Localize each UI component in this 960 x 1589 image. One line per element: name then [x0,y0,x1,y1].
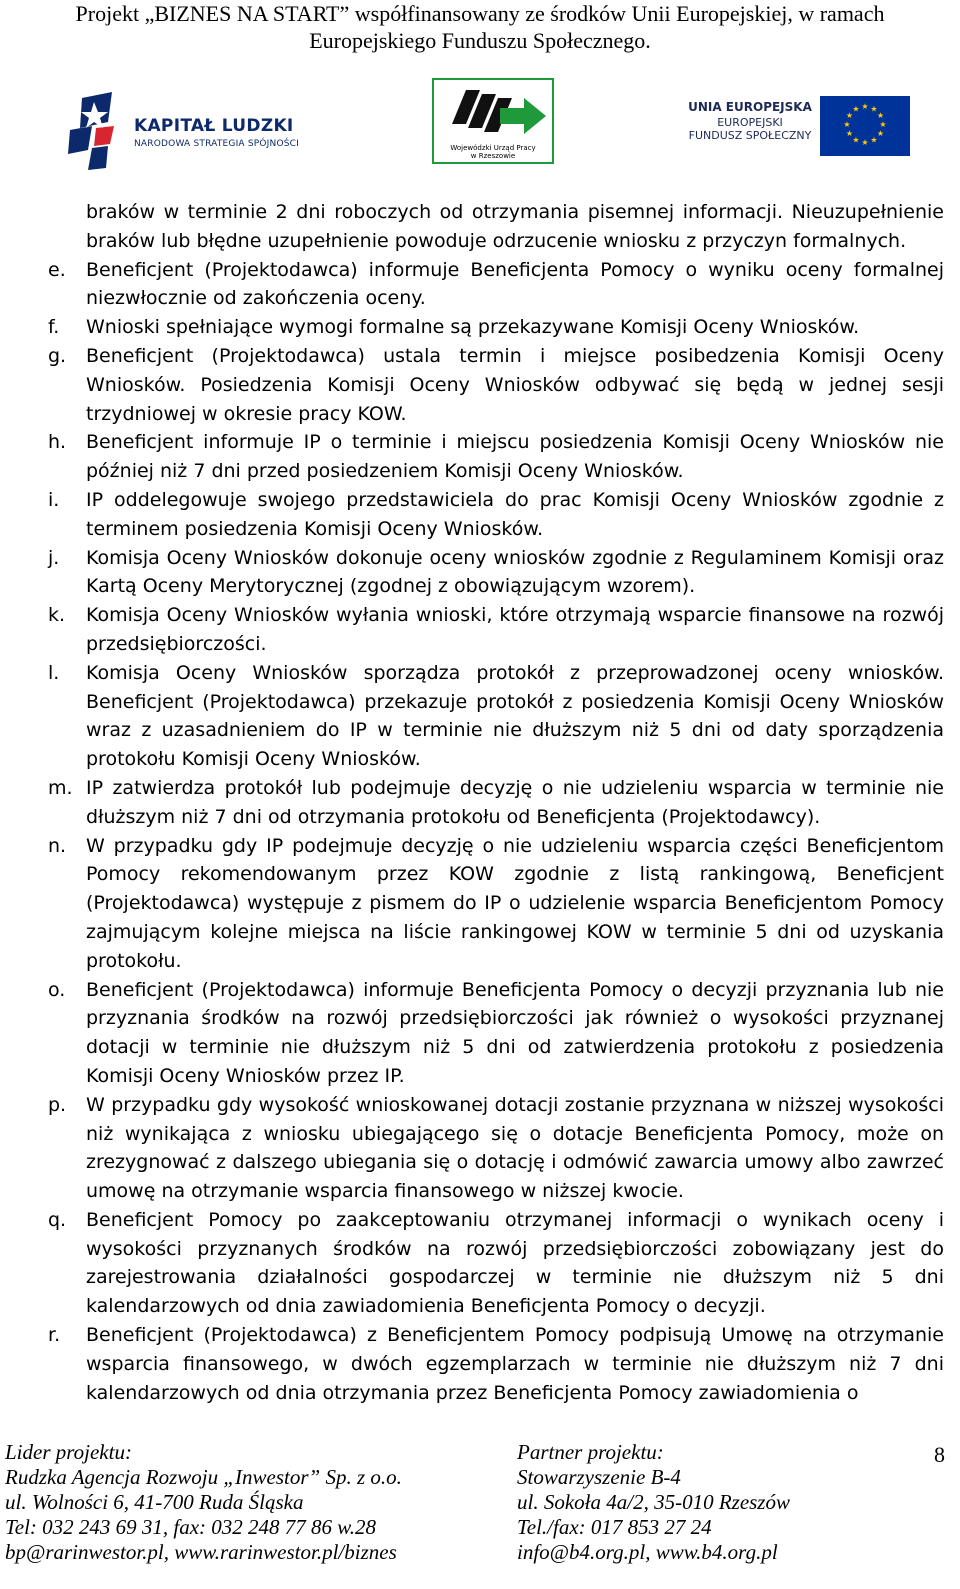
header-line-2: Europejskiego Funduszu Społecznego. [309,28,651,53]
svg-text:★: ★ [876,129,885,138]
list-item [48,774,944,832]
continued-paragraph: braków w terminie 2 dni roboczych od otrzymania pisemnej informacji. Nieuzupełnienie braków lub błędne uzupełnienie powoduje odrzucenie wniosku z przyczyn formalnych. [86,201,944,252]
procedure-list [48,256,944,1408]
list-item-text: Beneficjent Pomocy po zaakceptowaniu otrzymanej informacji o wynikach oceny i wysokości przyznanych środków na rozwój przedsiębiorczości zobowiązany jest do zarejestrowania działalności gospodarczej w terminie nie dłuższym niż 5 dni kalendarzowych od dnia zawiadomienia Beneficjenta Pomocy o decyzji. [86,1208,944,1318]
footer-project-partner [517,1440,790,1565]
svg-text:★: ★ [861,138,869,147]
list-item [48,256,944,314]
list-item [48,428,944,486]
kapital-ludzki-logo [68,92,308,170]
list-item-text: Beneficjent informuje IP o terminie i miejscu posiedzenia Komisji Oceny Wniosków nie później niż 7 dni przed posiedzeniem Komisji Oceny Wniosków. [86,431,944,483]
svg-text:★: ★ [843,120,851,129]
eu-logo-line-2: EUROPEJSKI [717,116,783,129]
svg-text:★: ★ [870,104,878,114]
footer-leader-name: Rudzka Agencja Rozwoju „Inwestor” Sp. z o.o. [5,1465,402,1489]
page-footer [5,1440,955,1589]
list-item-text: Wnioski spełniające wymogi formalne są przekazywane Komisji Oceny Wniosków. [86,316,860,339]
list-item-marker: r. [48,1324,61,1347]
list-item-text: W przypadku gdy IP podejmuje decyzję o nie udzieleniu wsparcia części Beneficjentom Pomocy rekomendowanym przez KOW zgodnie z listą rankingową, Beneficjent (Projektodawca) występuje z pismem do IP o udzielenie wsparcia Beneficjentom Pomocy zajmującym kolejne miejsca na liście rankingowej KOW w terminie 5 dni od uzyskania protokołu. [86,834,944,972]
list-item-text: Komisja Oceny Wniosków dokonuje oceny wniosków zgodnie z Regulaminem Komisji oraz Kartą Oceny Merytorycznej (zgodnej z obowiązującym wzorem). [86,546,944,598]
list-item-text: Beneficjent (Projektodawca) z Beneficjentem Pomocy podpisują Umowę na otrzymanie wsparcia finansowego, w dwóch egzemplarzach w terminie nie dłuższym niż 7 dni kalendarzowych od dnia otrzymania przez Beneficjenta Pomocy zawiadomienia o [86,1324,944,1404]
document-body [48,198,944,1407]
list-item [48,1321,944,1407]
list-item-text: IP oddelegowuje swojego przedstawiciela do prac Komisji Oceny Wniosków zgodnie z terminem posiedzenia Komisji Oceny Wniosków. [86,488,944,540]
svg-text:★: ★ [852,135,860,145]
list-item-text: Komisja Oceny Wniosków sporządza protokół z przeprowadzonej oceny wniosków. Beneficjent (Projektodawca) przekazuje protokół z posiedzenia Komisji Oceny Wniosków wraz z uzasadnieniem do IP w terminie nie dłuższym niż 5 dni od daty sporządzenia protokołu Komisji Oceny Wniosków. [86,661,944,771]
page-header [0,0,960,54]
list-item [48,313,944,342]
list-item-marker: o. [48,978,66,1001]
eu-logo [686,96,916,162]
list-item-text: Beneficjent (Projektodawca) informuje Beneficjenta Pomocy o wyniku oceny formalnej niezwłocznie od zakończenia oceny. [86,258,944,310]
svg-text:★: ★ [845,129,854,138]
list-item [48,342,944,428]
svg-text:★: ★ [870,135,878,145]
list-item [48,832,944,976]
list-item [48,486,944,544]
list-item-text: Komisja Oceny Wniosków wyłania wnioski, które otrzymają wsparcie finansowe na rozwój przedsiębiorczości. [86,604,944,655]
list-item [48,659,944,774]
svg-text:★: ★ [852,104,860,114]
footer-leader-phone: Tel: 032 243 69 31, fax: 032 248 77 86 w.28 [5,1515,376,1539]
list-item-marker: n. [48,834,67,857]
wup-caption-line-1: Wojewódzki Urząd Pracy [450,144,536,152]
kapital-ludzki-emblem-icon [68,92,130,170]
wup-emblem-icon [434,82,552,142]
list-item [48,976,944,1091]
header-line-1: Projekt „BIZNES NA START” współfinansowany ze środków Unii Europejskiej, w ramach [75,1,885,26]
list-item-marker: g. [48,344,67,367]
list-item [48,1091,944,1206]
svg-text:★: ★ [876,111,885,120]
footer-partner-label: Partner projektu: [517,1440,664,1464]
eu-logo-line-3: FUNDUSZ SPOŁECZNY [688,129,812,142]
eu-flag-icon [820,96,910,156]
list-item-marker: i. [48,488,60,511]
wup-caption-line-2: w Rzeszowie [470,152,516,160]
list-item-marker: q. [48,1208,67,1231]
list-item-text: Beneficjent (Projektodawca) ustala termin i miejsce posibedzenia Komisji Oceny Wniosków. Posiedzenia Komisji Oceny Wniosków odbywać się będą w jednej sesji trzydniowej w okresie pracy KOW. [86,344,944,425]
list-item [48,601,944,659]
kapital-ludzki-title: KAPITAŁ LUDZKI [134,116,294,136]
footer-leader-label: Lider projektu: [5,1440,132,1464]
svg-text:★: ★ [861,102,869,111]
list-item-marker: f. [48,316,60,339]
logo-bar [0,78,960,168]
svg-text:★: ★ [845,111,854,120]
list-item-marker: j. [48,546,60,569]
eu-logo-line-1: UNIA EUROPEJSKA [688,100,812,114]
footer-leader-address: ul. Wolności 6, 41-700 Ruda Śląska [5,1490,304,1514]
footer-partner-address: ul. Sokoła 4a/2, 35-010 Rzeszów [517,1490,790,1514]
list-item-text: Beneficjent (Projektodawca) informuje Beneficjenta Pomocy o decyzji przyznania lub nie przyznania środków na rozwój przedsiębiorczości jak również o wysokości przyznanej dotacji w terminie nie dłuższym niż 5 dni od zatwierdzenia protokołu z posiedzenia Komisji Oceny Wniosków przez IP. [86,978,944,1087]
page-number: 8 [934,1442,945,1467]
list-item [48,1206,944,1321]
footer-project-leader [5,1440,402,1565]
list-item-text: IP zatwierdza protokół lub podejmuje decyzję o nie udzieleniu wsparcia w terminie nie dłuższym niż 7 dni od otrzymania protokołu od Beneficjenta (Projektodawcy). [86,776,944,828]
list-item [48,544,944,602]
footer-leader-contact: bp@rarinwestor.pl, www.rarinwestor.pl/biznes [5,1540,397,1564]
footer-partner-phone: Tel./fax: 017 853 27 24 [517,1515,712,1539]
list-item-text: W przypadku gdy wysokość wnioskowanej dotacji zostanie przyznana w niższej wysokości niż wynikająca z wniosku ubiegającego się o dotacje Beneficjenta Pomocy, może on zrezygnować z dalszego ubiegania się o dotację i odmówić zawarcia umowy albo zawrzeć umowę na otrzymanie wsparcia finansowego w niższej kwocie. [86,1093,944,1203]
list-item-marker: p. [48,1093,67,1116]
footer-partner-name: Stowarzyszenie B-4 [517,1465,681,1489]
list-item-marker: e. [48,258,66,281]
list-item-marker: l. [48,661,60,684]
list-item-marker: h. [48,431,67,454]
kapital-ludzki-subtitle: NARODOWA STRATEGIA SPÓJNOŚCI [134,139,299,149]
svg-text:★: ★ [879,120,887,129]
list-item-marker: m. [48,776,73,799]
wup-logo [432,78,554,164]
list-item-marker: k. [48,604,66,627]
footer-partner-contact: info@b4.org.pl, www.b4.org.pl [517,1540,778,1564]
